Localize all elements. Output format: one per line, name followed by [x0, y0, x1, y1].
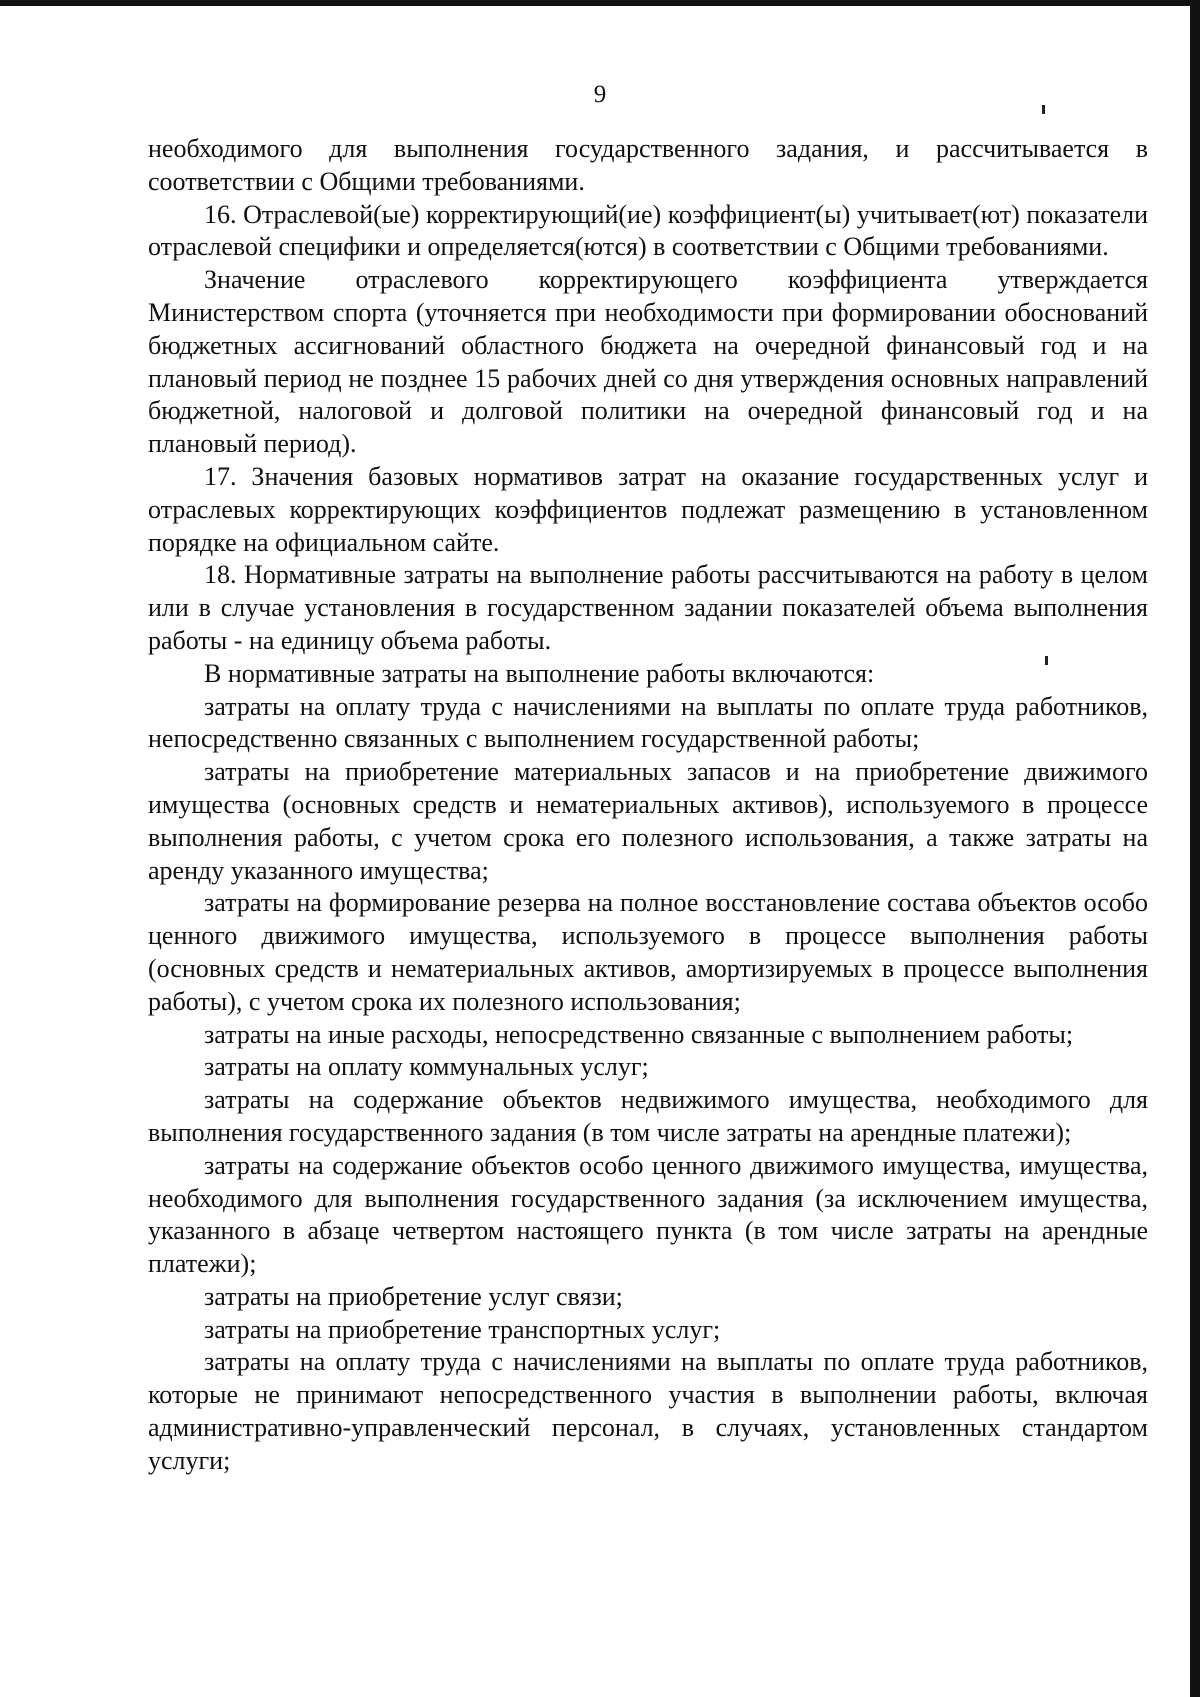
paragraph: затраты на оплату труда с начислениями на выплаты по оплате труда работников, которые не принимают непосредственного участия в выполнении работы, включая административно-управленческий персонал, в случаях, установленных стандартом услуги; — [148, 1347, 1148, 1475]
page-number: 9 — [593, 81, 607, 108]
paragraph: затраты на оплату коммунальных услуг; — [204, 1052, 649, 1082]
paragraph: 16. Отраслевой(ые) корректирующий(ие) коэффициент(ы) учитывает(ют) показатели отраслевой специфики и определяется(ются) в соответствии с Общими требованиями. — [148, 199, 1148, 262]
paragraph: Значение отраслевого корректирующего коэффициента утверждается Министерством спорта (уточняется при необходимости при формировании обоснований бюджетных ассигнований областного бюджета на очередной финансовый год и на плановый период не позднее 15 рабочих дней со дня утверждения основных направлений бюджетной, налоговой и долговой политики на очередной финансовый год и на плановый период). — [148, 265, 1148, 459]
paragraph: затраты на иные расходы, непосредственно связанные с выполнением работы; — [204, 1019, 1074, 1049]
paragraph: 17. Значения базовых нормативов затрат на оказание государственных услуг и отраслевых корректирующих коэффициентов подлежат размещению в установленном порядке на официальном сайте. — [148, 461, 1148, 557]
paragraph: затраты на содержание объектов особо ценного движимого имущества, имущества, необходимого для выполнения государственного задания (за исключением имущества, указанного в абзаце четвертом настоящего пункта (в том числе затраты на арендные платежи); — [148, 1150, 1148, 1279]
paragraph: затраты на приобретение услуг связи; — [204, 1281, 623, 1311]
scan-border-top — [0, 0, 1200, 6]
paragraph: 18. Нормативные затраты на выполнение работы рассчитываются на работу в целом или в случае установления в государственном задании показателей объема выполнения работы - на единицу объема работы. — [148, 560, 1148, 655]
paragraph: затраты на оплату труда с начислениями на выплаты по оплате труда работников, непосредственно связанных с выполнением государственной работы; — [148, 691, 1148, 754]
paragraph: затраты на содержание объектов недвижимого имущества, необходимого для выполнения государственного задания (в том числе затраты на арендные платежи); — [148, 1085, 1148, 1147]
scan-border-right — [1190, 0, 1200, 1697]
paragraph: затраты на формирование резерва на полное восстановление состава объектов особо ценного движимого имущества, используемого в процессе выполнения работы (основных средств и нематериальных активов, амортизируемых в процессе выполнения работы), с учетом срока их полезного использования; — [148, 888, 1148, 1016]
paragraph: В нормативные затраты на выполнение работы включаются: — [204, 658, 875, 688]
document-body — [148, 133, 1148, 1478]
paragraph: затраты на приобретение транспортных услуг; — [204, 1314, 721, 1344]
paragraph: затраты на приобретение материальных запасов и на приобретение движимого имущества (основных средств и нематериальных активов), используемого в процессе выполнения работы, с учетом срока его полезного использования, а также затраты на аренду указанного имущества; — [148, 757, 1148, 885]
paragraph: необходимого для выполнения государственного задания, и рассчитывается в соответствии с Общими требованиями. — [148, 134, 1148, 196]
